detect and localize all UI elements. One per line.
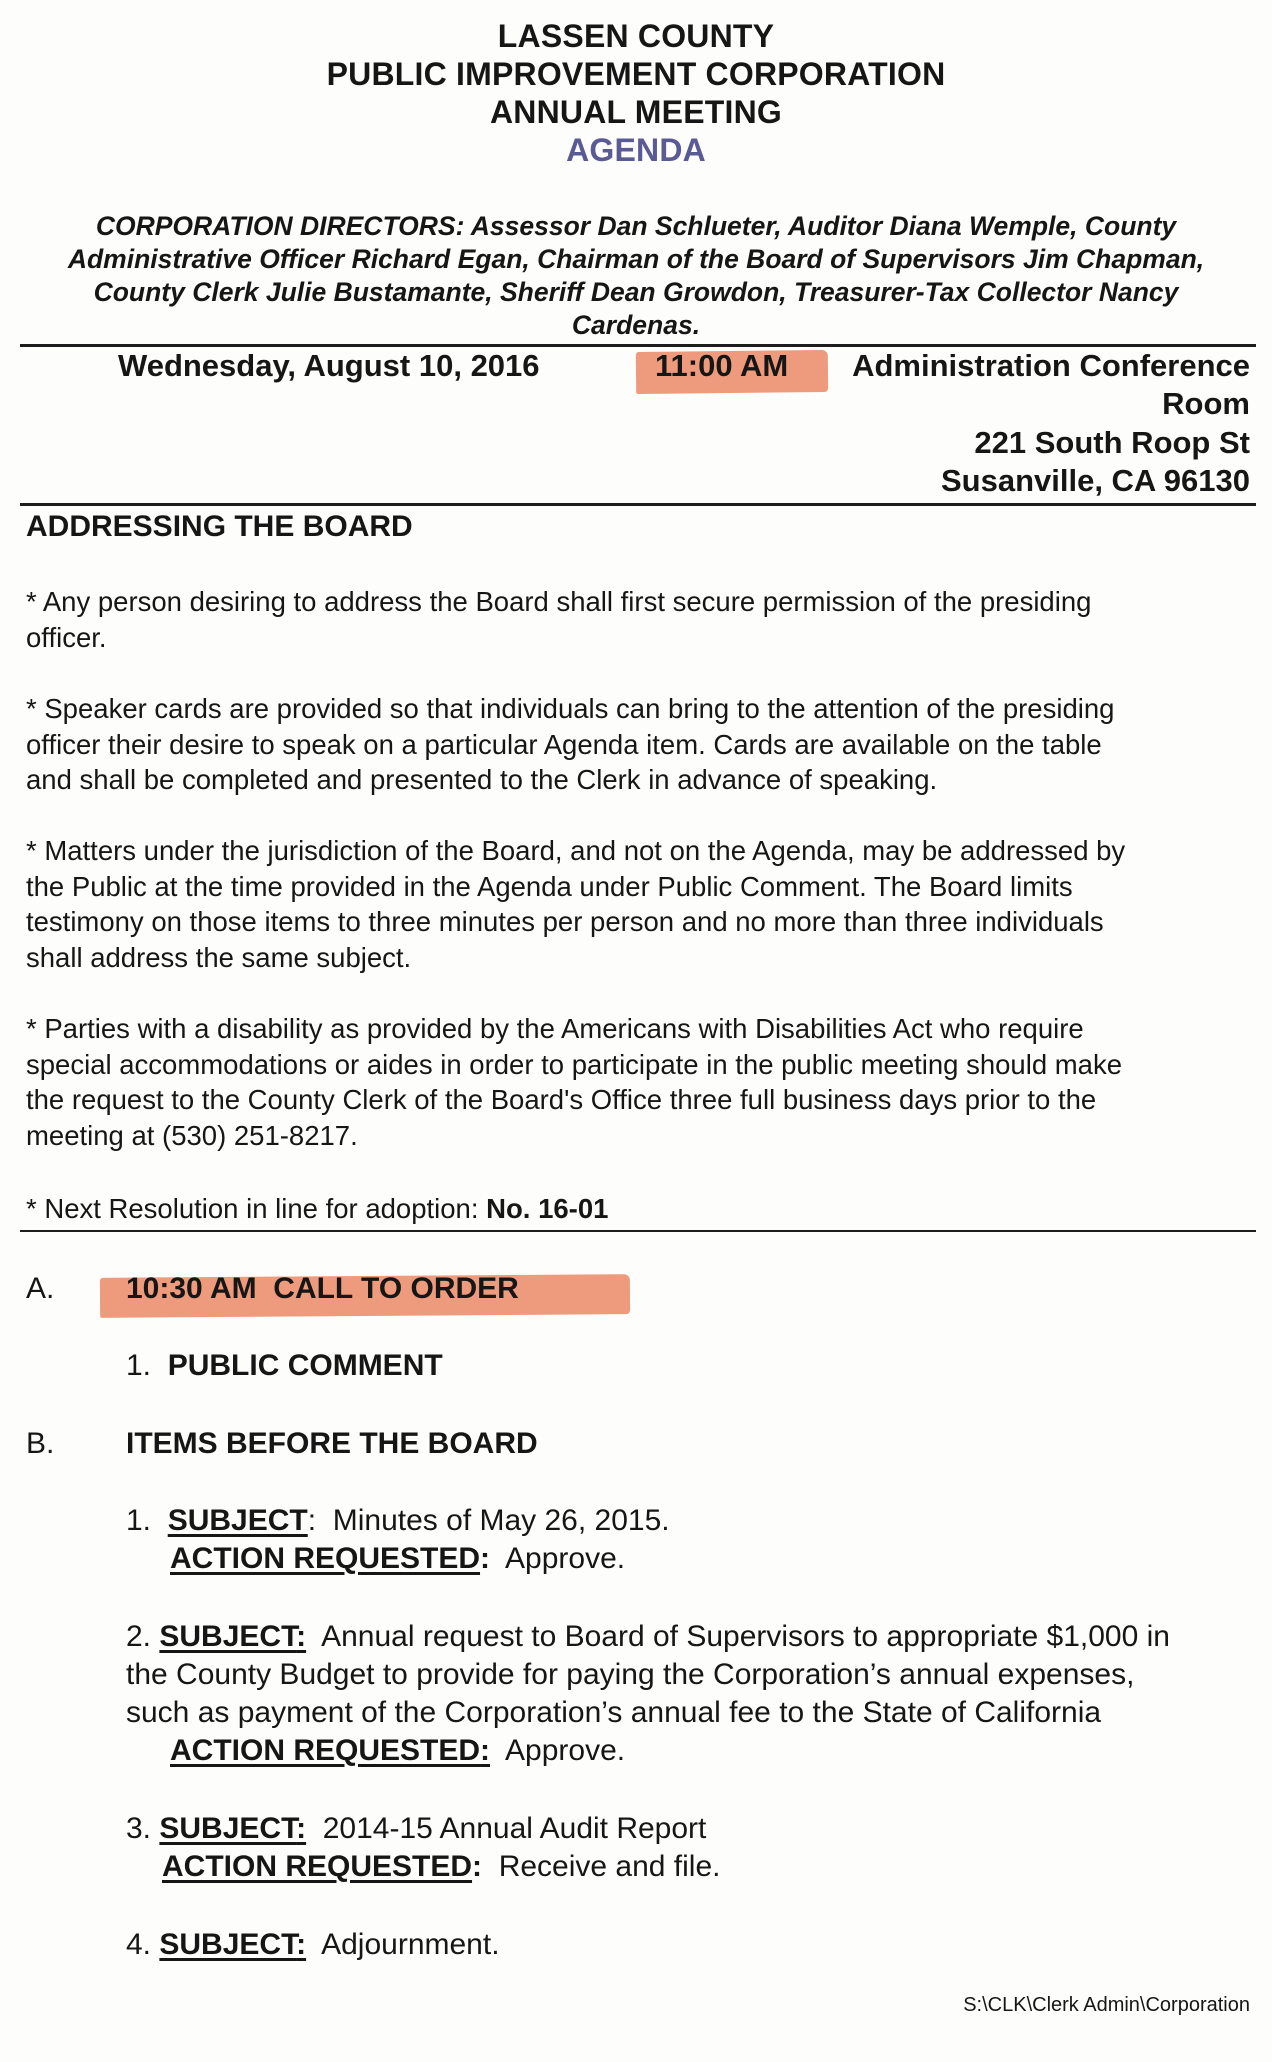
subject-label: SUBJECT [167,1504,308,1537]
p3-line: the Public at the time provided in the Agenda under Public Comment. The Board limits [26,870,1073,902]
item-number: 2. [126,1620,152,1653]
agenda-item-2: 2. SUBJECT: Annual request to Board of Supervisors to appropriate $1,000 in the County Budget to provide for paying the Corporation’s annual expenses, such as payment of the Corporation’s annual fee to the State of California ACTION REQUESTED: Approve. [126,1620,1170,1767]
p4-line: meeting at (530) 251-8217. [26,1119,358,1151]
item-number: 1. [126,1504,152,1537]
addressing-paragraph-3 [26,833,1246,975]
county-title: LASSEN COUNTY [497,18,775,54]
next-resolution [26,1191,1246,1227]
divider-meeting [20,503,1256,506]
file-path-footer: S:\CLK\Clerk Admin\Corporation [963,1994,1250,2016]
next-resolution-label: * Next Resolution in line for adoption: [26,1193,487,1224]
subject-text: Annual request to Board of Supervisors to appropriate $1,000 in [321,1620,1170,1653]
subject-label: SUBJECT [159,1928,297,1961]
call-to-order-title: 10:30 AM CALL TO ORDER [126,1272,519,1305]
section-b-letter: B. [26,1427,55,1460]
p3-line: * Matters under the jurisdiction of the Board, and not on the Agenda, may be addressed by [26,835,1126,866]
next-resolution-number: No. 16-01 [486,1193,609,1224]
divider-items [20,1230,1256,1232]
location-line-1: Administration Conference [852,348,1250,383]
subject-text: 2014-15 Annual Audit Report [322,1812,707,1845]
subject-text: the County Budget to provide for paying the Corporation’s annual expenses, [126,1658,1135,1691]
corporation-title: PUBLIC IMPROVEMENT CORPORATION [326,56,946,92]
meeting-date: Wednesday, August 10, 2016 [118,348,540,383]
subject-text: Minutes of May 26, 2015. [332,1504,670,1537]
agenda-title: AGENDA [566,132,706,168]
p4-line: the request to the County Clerk of the Board's Office three full business days prior to the [26,1084,1097,1115]
p3-line: shall address the same subject. [26,941,412,973]
meeting-type-title: ANNUAL MEETING [490,94,782,130]
public-comment-label: PUBLIC COMMENT [167,1349,443,1382]
divider-top [20,344,1256,347]
p2-line: and shall be completed and presented to the Clerk in advance of speaking. [26,764,938,795]
agenda-item-1: 1. SUBJECT: Minutes of May 26, 2015. ACTION REQUESTED: Approve. [126,1504,670,1575]
item-number: 3. [126,1812,152,1845]
items-before-board-title: ITEMS BEFORE THE BOARD [126,1427,538,1460]
meeting-time: 11:00 AM [655,348,789,383]
section-a-letter: A. [26,1272,55,1305]
subject-text: Adjournment. [321,1928,500,1961]
action-text: Approve. [505,1734,626,1767]
directors-line-4: Cardenas. [571,310,701,340]
subject-label: SUBJECT [159,1620,297,1653]
subject-label: SUBJECT [159,1812,297,1845]
item-number: 1. [126,1349,152,1382]
p4-line: special accommodations or aides in order to participate in the public meeting should make [26,1048,1123,1080]
agenda-item-4: 4. SUBJECT: Adjournment. [126,1928,500,1961]
subject-text: such as payment of the Corporation’s annual fee to the State of California [126,1696,1102,1729]
action-label: ACTION REQUESTED [162,1850,473,1883]
location-line-2: Room [1162,386,1250,421]
p2-line: officer their desire to speak on a particular Agenda item. Cards are available on the table [26,728,1102,760]
p1-line: officer. [26,621,107,653]
directors-line-1: CORPORATION DIRECTORS: Assessor Dan Schlueter, Auditor Diana Wemple, County [95,211,1177,241]
address-street: 221 South Roop St [974,425,1250,460]
p1-line: * Any person desiring to address the Board shall first secure permission of the presiding [26,586,1092,617]
addressing-paragraph-2 [26,691,1246,798]
action-text: Approve. [505,1542,626,1575]
addressing-paragraph-1 [26,584,1246,655]
address-city: Susanville, CA 96130 [940,463,1250,498]
public-comment-item [126,1347,443,1385]
addressing-heading: ADDRESSING THE BOARD [26,510,413,543]
agenda-item-3: 3. SUBJECT: 2014-15 Annual Audit Report ACTION REQUESTED: Receive and file. [126,1812,721,1883]
directors-line-3: County Clerk Julie Bustamante, Sheriff Dean Growdon, Treasurer-Tax Collector Nancy [93,277,1179,307]
p3-line: testimony on those items to three minutes per person and no more than three individuals [26,906,1104,937]
action-text: Receive and file. [498,1850,721,1883]
p4-line: * Parties with a disability as provided by the Americans with Disabilities Act who require [26,1013,1084,1044]
p2-line: * Speaker cards are provided so that individuals can bring to the attention of the presiding [26,693,1115,724]
directors-line-2: Administrative Officer Richard Egan, Chairman of the Board of Supervisors Jim Chapman, [67,244,1205,274]
addressing-paragraph-4 [26,1011,1246,1153]
item-number: 4. [126,1928,152,1961]
action-label: ACTION REQUESTED [170,1734,481,1767]
action-label: ACTION REQUESTED [170,1542,481,1575]
